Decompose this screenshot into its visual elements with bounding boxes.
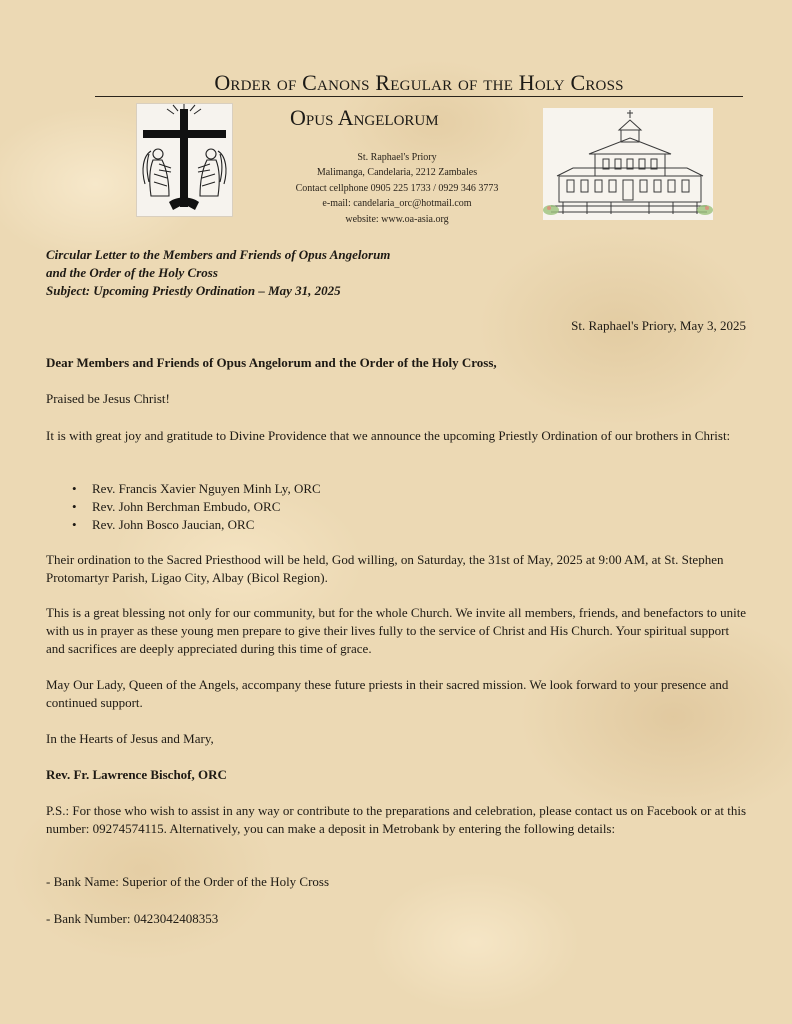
bank-name: - Bank Name: Superior of the Order of the Holy Cross [46, 874, 330, 889]
priory-name: St. Raphael's Priory [357, 152, 437, 163]
church-image [543, 108, 713, 220]
contact-block [262, 150, 532, 227]
postscript: P.S.: For those who wish to assist in any way or contribute to the preparations and celebration, please contact us on Facebook or at this number: 09274574115. Alternatively, you can make a deposit in Metrobank by entering the following details: [46, 803, 747, 836]
cross-angels-icon [137, 104, 232, 216]
opus-title: Opus Angelorum [290, 105, 439, 130]
header-divider [95, 96, 743, 97]
circular-line-2: and the Order of the Holy Cross [46, 265, 218, 280]
letter-dateline: St. Raphael's Priory, May 3, 2025 [571, 318, 746, 333]
ordinands-list [46, 480, 748, 534]
circular-subject: Subject: Upcoming Priestly Ordination – May 31, 2025 [46, 283, 341, 298]
closing: In the Hearts of Jesus and Mary, [46, 731, 214, 746]
intro-paragraph: It is with great joy and gratitude to Divine Providence that we announce the upcoming Priestly Ordination of our brothers in Christ: [46, 428, 731, 443]
salutation: Dear Members and Friends of Opus Angelorum and the Order of the Holy Cross, [46, 355, 497, 370]
blessing-paragraph: This is a great blessing not only for our community, but for the whole Church. We invite all members, friends, and benefactors to unite with us in prayer as these young men prepare to give their lives fully to the service of Christ and His Church. Your spiritual support and sacrifices are deeply appreciated during this time of grace. [46, 605, 747, 656]
list-item: • Rev. Francis Xavier Nguyen Minh Ly, ORC [72, 480, 748, 498]
circular-heading [46, 246, 390, 300]
contact-email: e-mail: candelaria_orc@hotmail.com [322, 198, 472, 210]
circular-line-1: Circular Letter to the Members and Friends of Opus Angelorum [46, 247, 391, 262]
order-title: Order of Canons Regular of the Holy Cross [214, 70, 624, 95]
list-item: • Rev. John Berchman Embudo, ORC [72, 498, 748, 516]
order-logo-image [136, 103, 233, 217]
contact-phone: Contact cellphone 0905 225 1733 / 0929 346 3773 [295, 182, 499, 194]
bank-number: - Bank Number: 0423042408353 [46, 911, 219, 926]
contact-website: website: www.oa-asia.org [345, 213, 449, 225]
our-lady-paragraph: May Our Lady, Queen of the Angels, accompany these future priests in their sacred mission. We look forward to your presence and continued support. [46, 677, 729, 710]
ordination-details: Their ordination to the Sacred Priesthood will be held, God willing, on Saturday, the 31st of May, 2025 at 9:00 AM, at St. Stephen Protomartyr Parish, Ligao City, Albay (Bicol Region). [46, 552, 724, 585]
greeting: Praised be Jesus Christ! [46, 391, 170, 406]
church-building-icon [543, 108, 713, 220]
list-item: • Rev. John Bosco Jaucian, ORC [72, 516, 748, 534]
signature: Rev. Fr. Lawrence Bischof, ORC [46, 767, 227, 782]
priory-address: Malimanga, Candelaria, 2212 Zambales [316, 167, 478, 179]
